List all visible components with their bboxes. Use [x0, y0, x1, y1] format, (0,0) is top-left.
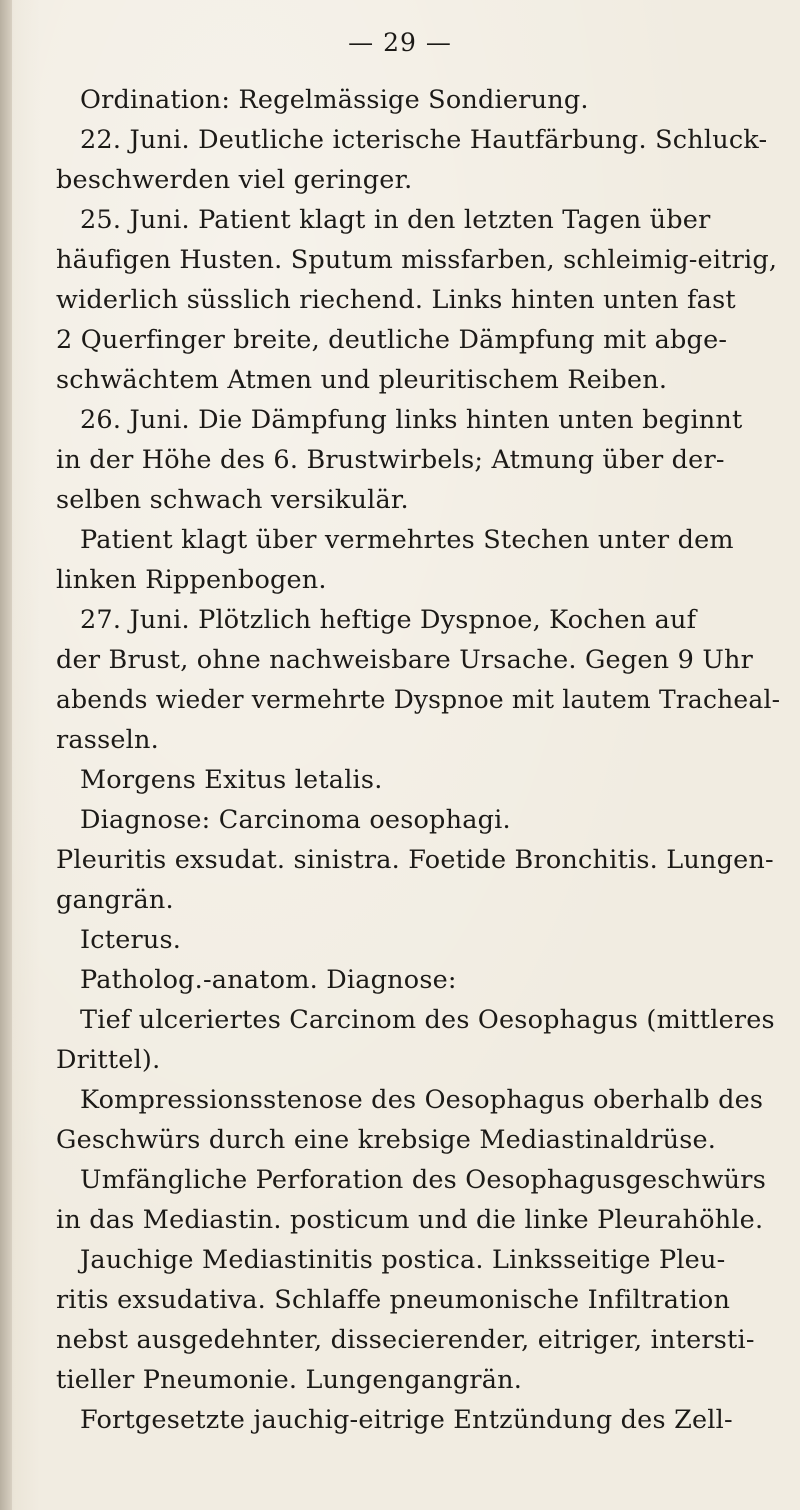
- text-line: abends wieder vermehrte Dyspnoe mit lautem Tracheal-: [56, 685, 781, 715]
- text-line: häufigen Husten. Sputum missfarben, schleimig-eitrig,: [56, 245, 778, 275]
- text-line: widerlich süsslich riechend. Links hinten unten fast: [56, 285, 736, 315]
- text-line: Tief ulceriertes Carcinom des Oesophagus (mittleres: [80, 1005, 775, 1035]
- text-line: 2 Querfinger breite, deutliche Dämpfung mit abge-: [56, 325, 728, 355]
- text-line: linken Rippenbogen.: [56, 565, 327, 595]
- text-line: 25. Juni. Patient klagt in den letzten Tagen über: [80, 205, 711, 235]
- text-line: Umfängliche Perforation des Oesophagusgeschwürs: [80, 1165, 766, 1195]
- text-line: 27. Juni. Plötzlich heftige Dyspnoe, Kochen auf: [80, 605, 697, 635]
- text-line: in das Mediastin. posticum und die linke Pleurahöhle.: [56, 1205, 764, 1235]
- text-line: Patholog.-anatom. Diagnose:: [80, 965, 457, 995]
- text-line: nebst ausgedehnter, dissecierender, eitriger, intersti-: [56, 1325, 755, 1355]
- text-line: Ordination: Regelmässige Sondierung.: [80, 85, 589, 115]
- text-line: Pleuritis exsudat. sinistra. Foetide Bronchitis. Lungen-: [56, 845, 774, 875]
- text-line: in der Höhe des 6. Brustwirbels; Atmung über der-: [56, 445, 725, 475]
- text-line: rasseln.: [56, 725, 159, 755]
- text-line: Kompressionsstenose des Oesophagus oberhalb des: [80, 1085, 764, 1115]
- text-line: Patient klagt über vermehrtes Stechen unter dem: [80, 525, 734, 555]
- text-line: Morgens Exitus letalis.: [80, 765, 383, 795]
- text-line: der Brust, ohne nachweisbare Ursache. Gegen 9 Uhr: [56, 645, 754, 675]
- text-line: ritis exsudativa. Schlaffe pneumonische Infiltration: [56, 1285, 731, 1315]
- text-line: 26. Juni. Die Dämpfung links hinten unten beginnt: [80, 405, 743, 435]
- text-line: Icterus.: [80, 925, 182, 955]
- text-line: Diagnose: Carcinoma oesophagi.: [80, 805, 511, 835]
- page-number: — 29 —: [348, 28, 452, 57]
- text-line: Jauchige Mediastinitis postica. Linksseitige Pleu-: [80, 1245, 726, 1275]
- text-line: selben schwach versikulär.: [56, 485, 409, 515]
- text-line: beschwerden viel geringer.: [56, 165, 413, 195]
- text-line: gangrän.: [56, 885, 174, 915]
- text-line: Geschwürs durch eine krebsige Mediastinaldrüse.: [56, 1125, 717, 1155]
- page-binding-edge: [0, 0, 12, 1510]
- text-line: 22. Juni. Deutliche icterische Hautfärbung. Schluck-: [80, 125, 768, 155]
- text-line: Fortgesetzte jauchig-eitrige Entzündung des Zell-: [80, 1405, 733, 1435]
- text-line: schwächtem Atmen und pleuritischem Reiben.: [56, 365, 668, 395]
- text-line: tieller Pneumonie. Lungengangrän.: [56, 1365, 523, 1395]
- text-line: Drittel).: [56, 1045, 161, 1075]
